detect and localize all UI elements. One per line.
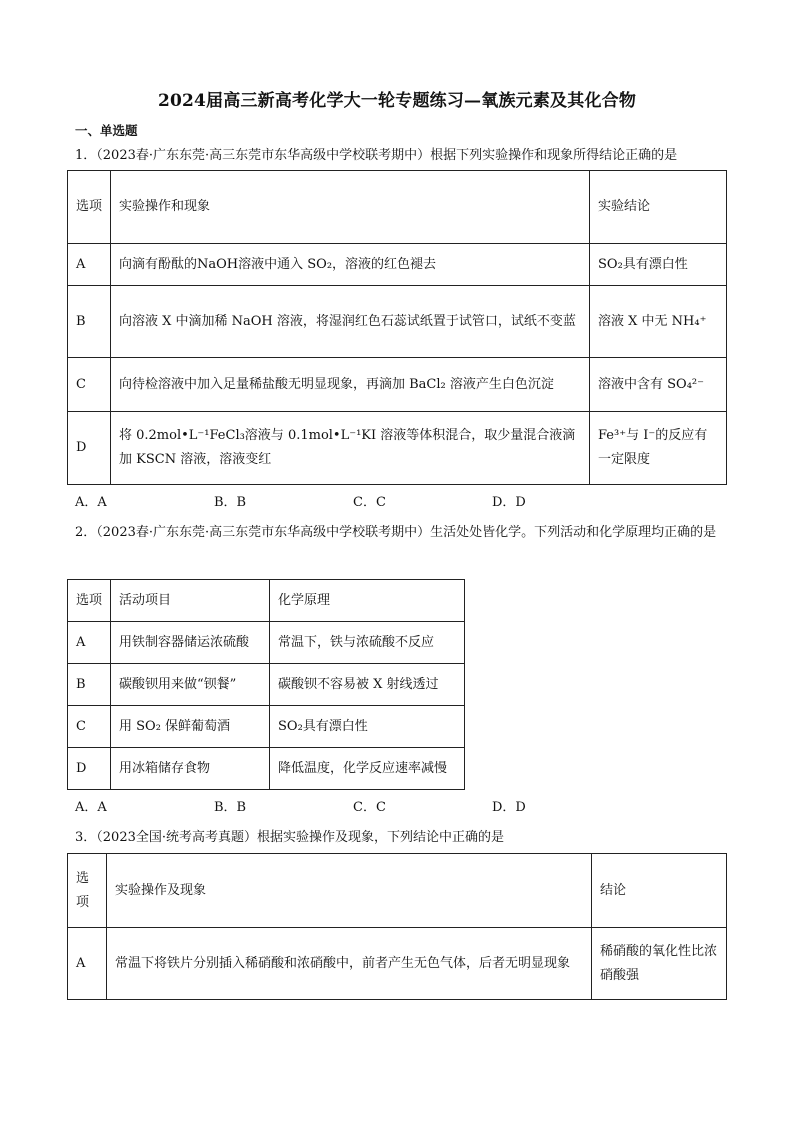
choice-d[interactable]: D．D (492, 800, 526, 815)
option-cell: C (68, 358, 111, 412)
question-2-stem: 2．（2023春·广东东莞·高三东莞市东华高级中学校联考期中）生活处处皆化学。下列活动和化学原理均正确的是 (75, 525, 717, 540)
header-cell: 化学原理 (270, 580, 465, 622)
principle-cell: 常温下，铁与浓硫酸不反应 (270, 622, 465, 664)
question-1-options (75, 491, 631, 510)
option-cell: B (68, 286, 111, 358)
header-cell: 结论 (592, 854, 727, 928)
header-cell: 选项 (68, 580, 111, 622)
principle-cell: SO₂具有漂白性 (270, 706, 465, 748)
table-row (68, 286, 727, 358)
choice-d[interactable]: D．D (492, 495, 526, 510)
header-cell: 实验结论 (590, 171, 727, 244)
table-row (68, 358, 727, 412)
conclusion-cell: 稀硝酸的氧化性比浓硝酸强 (592, 928, 727, 1000)
operation-cell: 常温下将铁片分别插入稀硝酸和浓硝酸中，前者产生无色气体，后者无明显现象 (107, 928, 592, 1000)
section-heading: 一、单选题 (75, 123, 138, 138)
conclusion-cell: SO₂具有漂白性 (590, 244, 727, 286)
question-3-stem: 3．（2023全国·统考高考真题）根据实验操作及现象，下列结论中正确的是 (75, 830, 504, 845)
question-2-options (75, 796, 631, 815)
table-row (68, 706, 465, 748)
question-1-table (67, 170, 727, 485)
question-2-table (67, 579, 465, 790)
operation-cell: 向滴有酚酞的NaOH溶液中通入 SO₂，溶液的红色褪去 (111, 244, 590, 286)
activity-cell: 用铁制容器储运浓硫酸 (111, 622, 270, 664)
conclusion-cell: 溶液中含有 SO₄²⁻ (590, 358, 727, 412)
document-title: 2024届高三新高考化学大一轮专题练习—氧族元素及其化合物 (157, 91, 637, 111)
operation-cell: 将 0.2mol•L⁻¹FeCl₃溶液与 0.1mol•L⁻¹KI 溶液等体积混合，取少量混合液滴加 KSCN 溶液，溶液变红 (111, 412, 590, 485)
choice-b[interactable]: B．B (214, 800, 247, 815)
option-cell: A (68, 928, 107, 1000)
conclusion-cell: Fe³⁺与 I⁻的反应有一定限度 (590, 412, 727, 485)
choice-c[interactable]: C．C (353, 800, 386, 815)
operation-cell: 向溶液 X 中滴加稀 NaOH 溶液，将湿润红色石蕊试纸置于试管口，试纸不变蓝 (111, 286, 590, 358)
option-cell: D (68, 748, 111, 790)
question-3-table (67, 853, 727, 1000)
header-cell: 实验操作及现象 (107, 854, 592, 928)
table-row (68, 244, 727, 286)
header-cell: 活动项目 (111, 580, 270, 622)
operation-cell: 向待检溶液中加入足量稀盐酸无明显现象，再滴加 BaCl₂ 溶液产生白色沉淀 (111, 358, 590, 412)
option-cell: D (68, 412, 111, 485)
table-header-row (68, 580, 465, 622)
activity-cell: 用 SO₂ 保鲜葡萄酒 (111, 706, 270, 748)
table-row (68, 412, 727, 485)
conclusion-cell: 溶液 X 中无 NH₄⁺ (590, 286, 727, 358)
question-1-stem: 1．（2023春·广东东莞·高三东莞市东华高级中学校联考期中）根据下列实验操作和现象所得结论正确的是 (75, 148, 678, 163)
table-header-row (68, 171, 727, 244)
header-cell: 实验操作和现象 (111, 171, 590, 244)
header-cell: 选项 (68, 171, 111, 244)
option-cell: C (68, 706, 111, 748)
table-row (68, 928, 727, 1000)
table-row (68, 664, 465, 706)
choice-c[interactable]: C．C (353, 495, 386, 510)
activity-cell: 用冰箱储存食物 (111, 748, 270, 790)
header-cell: 选项 (68, 854, 107, 928)
table-row (68, 622, 465, 664)
option-cell: A (68, 622, 111, 664)
choice-a[interactable]: A．A (75, 495, 107, 510)
principle-cell: 降低温度，化学反应速率减慢 (270, 748, 465, 790)
option-cell: A (68, 244, 111, 286)
activity-cell: 碳酸钡用来做“钡餐” (111, 664, 270, 706)
table-row (68, 748, 465, 790)
choice-a[interactable]: A．A (75, 800, 107, 815)
table-header-row (68, 854, 727, 928)
principle-cell: 碳酸钡不容易被 X 射线透过 (270, 664, 465, 706)
option-cell: B (68, 664, 111, 706)
choice-b[interactable]: B．B (214, 495, 247, 510)
